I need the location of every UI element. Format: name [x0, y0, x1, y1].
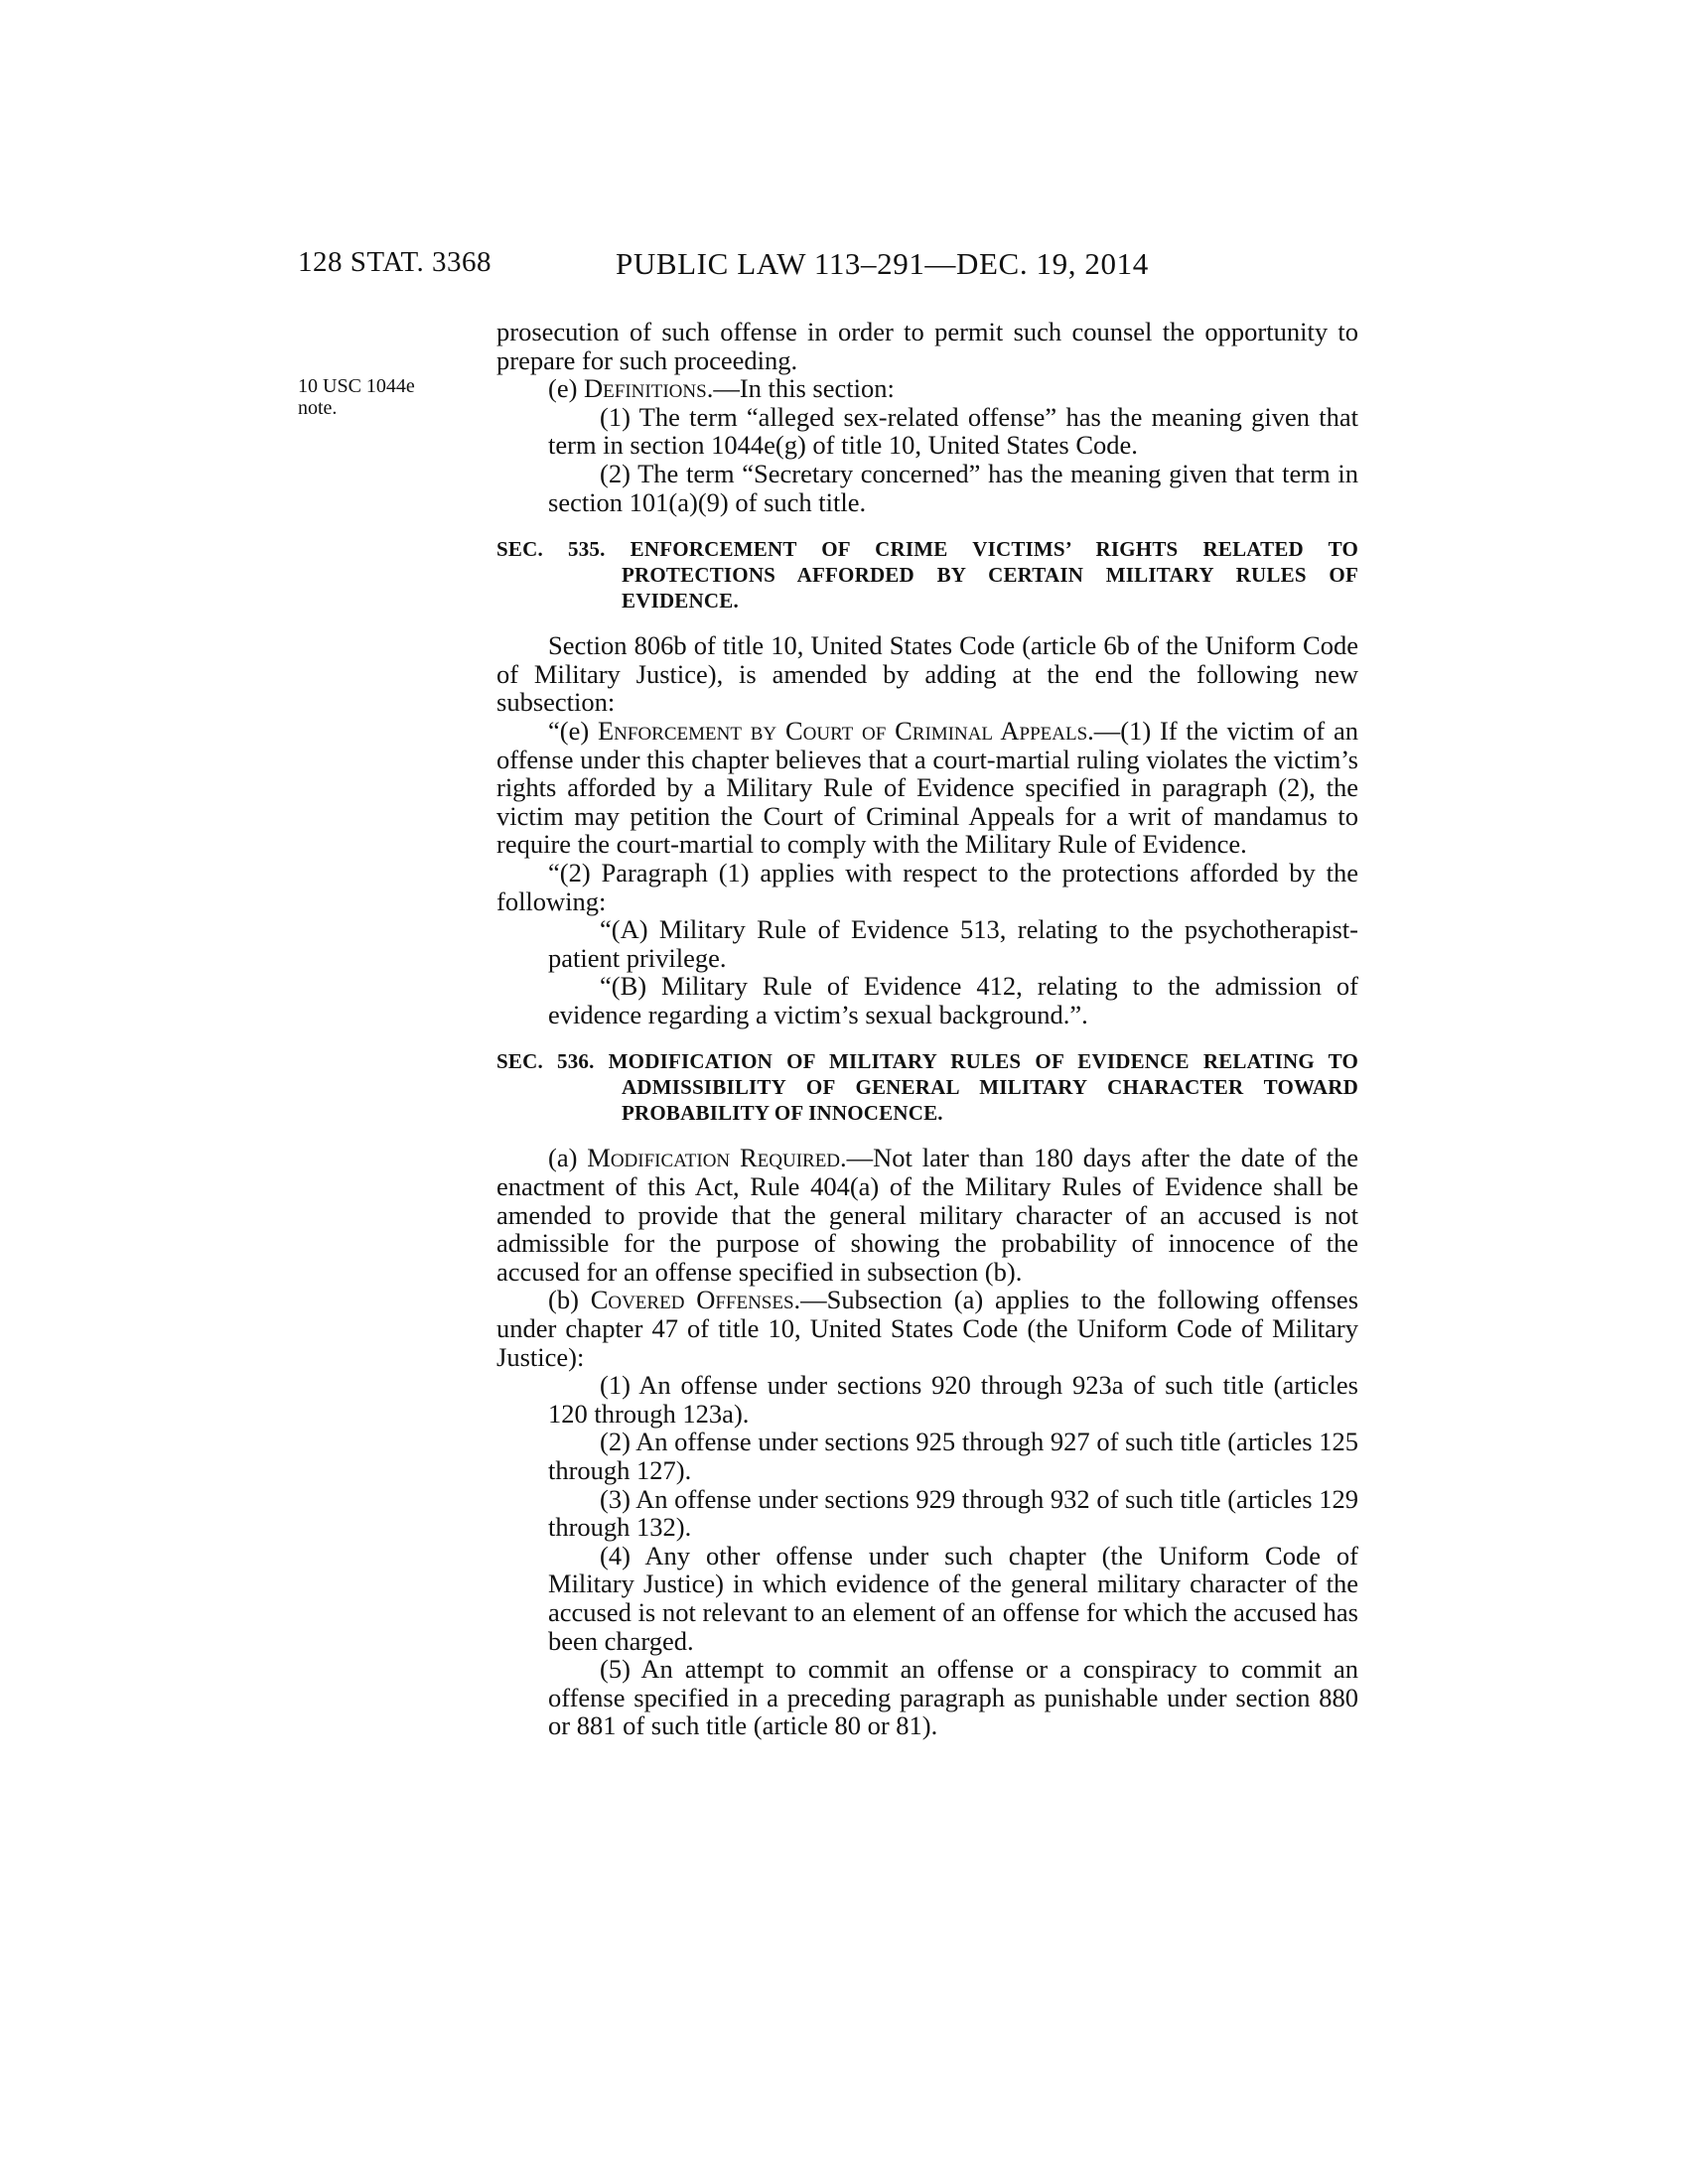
- subsection-heading: Enforcement by Court of Criminal Appeals: [597, 715, 1088, 746]
- section-536-subsection-b: (b) Covered Offenses.—Subsection (a) applies to the following offenses under chapter 47 of title 10, United States Code (the Uniform Code of Military Justice):: [496, 1285, 1359, 1372]
- covered-offense-5: (5) An attempt to commit an offense or a conspiracy to commit an offense specified in a preceding paragraph as punishable under section 880 or 881 of such title (article 80 or 81).: [548, 1654, 1358, 1741]
- margin-note-citation: 10 USC 1044e: [298, 375, 415, 397]
- definition-2: (2) The term “Secretary concerned” has the meaning given that term in section 101(a)(9) of such title.: [548, 458, 1358, 517]
- margin-note-suffix: note.: [298, 397, 338, 419]
- section-535-item-b: “(B) Military Rule of Evidence 412, relating to the admission of evidence regarding a victim’s sexual background.”.: [548, 971, 1358, 1029]
- section-535-item-a: “(A) Military Rule of Evidence 513, relating to the psychotherapist-patient privilege.: [548, 914, 1358, 973]
- covered-offense-3: (3) An offense under sections 929 through 932 of such title (articles 129 through 132).: [548, 1483, 1358, 1543]
- margin-note: [298, 375, 415, 419]
- document-body: [496, 318, 1358, 1740]
- section-535-paragraph-2: “(2) Paragraph (1) applies with respect to the protections afforded by the following:: [496, 857, 1358, 916]
- section-535-heading: SEC. 535. ENFORCEMENT OF CRIME VICTIMS’ RIGHTS RELATED TO PROTECTIONS AFFORDED BY CERTAIN MILITARY RULES OF EVIDENCE.: [496, 537, 1358, 614]
- section-535-intro: Section 806b of title 10, United States Code (article 6b of the Uniform Code of Military Justice), is amended by adding at the end the following new subsection:: [496, 630, 1358, 718]
- section-536-subsection-a: (a) Modification Required.—Not later than 180 days after the date of the enactment of this Act, Rule 404(a) of the Military Rules of Evidence shall be amended to provide that the general military character of an accused is not admissible for the purpose of showing the probability of innocence of the accused for an offense specified in subsection (b).: [496, 1143, 1358, 1287]
- subsection-heading: Modification Required: [587, 1143, 841, 1173]
- subsection-heading: Definitions: [584, 373, 707, 404]
- page-header: [298, 246, 1211, 290]
- subsection-heading: Covered Offenses: [590, 1285, 794, 1315]
- paragraph-continuation: prosecution of such offense in order to permit such counsel the opportunity to prepare for such proceeding.: [496, 317, 1358, 375]
- section-536-heading: SEC. 536. MODIFICATION OF MILITARY RULES OF EVIDENCE RELATING TO ADMISSIBILITY OF GENERAL MILITARY CHARACTER TOWARD PROBABILITY OF INNOCENCE.: [496, 1049, 1358, 1126]
- public-law-title: PUBLIC LAW 113–291—DEC. 19, 2014: [616, 246, 1149, 281]
- statute-page-number: 128 STAT. 3368: [298, 246, 492, 278]
- subsection-e-definitions: (e) Definitions.—In this section:: [548, 373, 895, 404]
- covered-offense-4: (4) Any other offense under such chapter (the Uniform Code of Military Justice) in which evidence of the general military character of the accused is not relevant to an element of an offense for which the accused has been charged.: [548, 1540, 1358, 1656]
- covered-offense-2: (2) An offense under sections 925 through 927 of such title (articles 125 through 127).: [548, 1427, 1358, 1485]
- definition-1: (1) The term “alleged sex-related offense” has the meaning given that term in section 1044e(g) of title 10, United States Code.: [548, 401, 1358, 461]
- section-535-subsection-e: “(e) Enforcement by Court of Criminal Appeals.—(1) If the victim of an offense under this chapter believes that a court-martial ruling violates the victim’s rights afforded by a Military Rule of Evidence specified in paragraph (2), the victim may petition the Court of Criminal Appeals for a writ of mandamus to require the court-martial to comply with the Military Rule of Evidence.: [496, 715, 1358, 860]
- covered-offense-1: (1) An offense under sections 920 through 923a of such title (articles 120 through 123a).: [548, 1370, 1358, 1429]
